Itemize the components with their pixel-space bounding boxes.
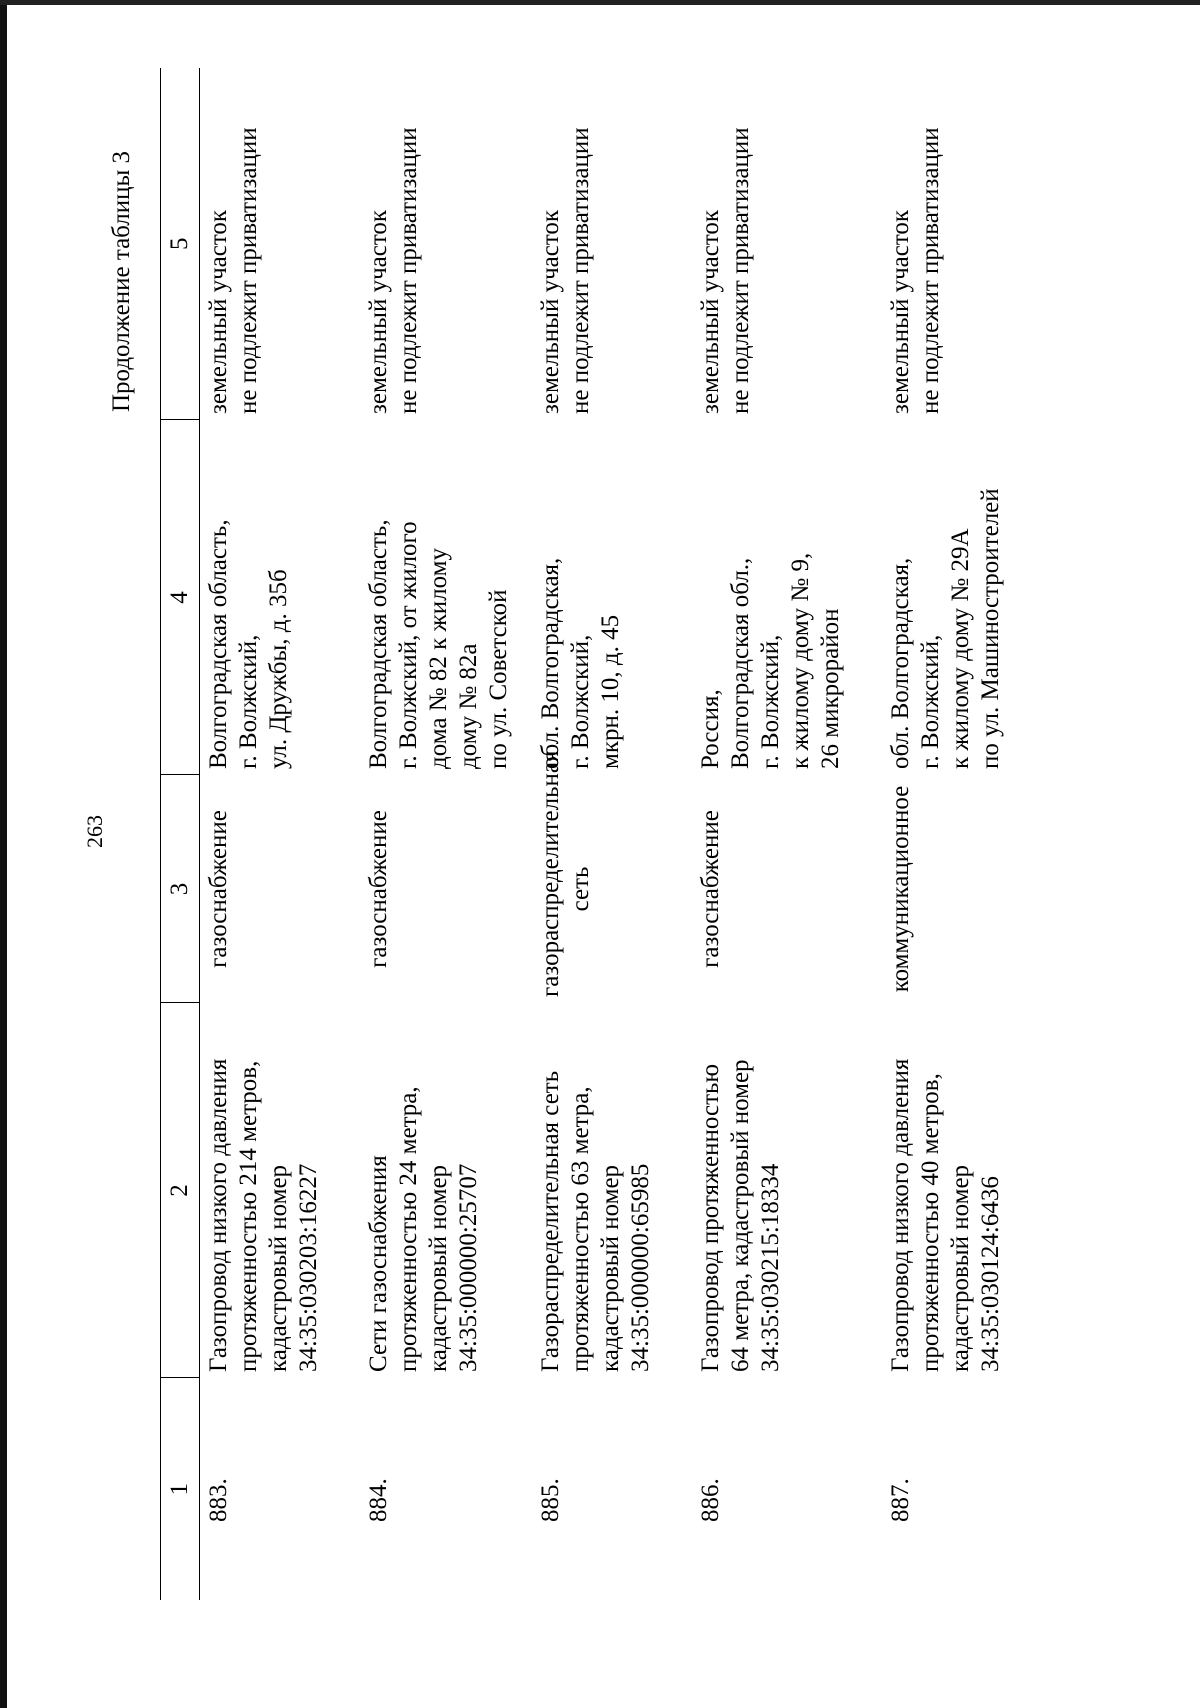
row-number: 883. [205, 1478, 232, 1522]
col-header-4: 4 [161, 420, 200, 775]
table-row [692, 68, 882, 1600]
row-number: 885. [537, 1478, 564, 1522]
object-purpose: газоснабжение [697, 810, 724, 968]
object-name: Газораспределительная сеть протяженностью 63 метра, кадастровый номер 34:35:000000:65985 [537, 1070, 654, 1372]
object-note: земельный участок не подлежит приватизации [697, 127, 754, 414]
object-purpose: газораспределительная сеть [537, 750, 594, 997]
table-row [882, 68, 1006, 1600]
object-name: Газопровод протяженностью 64 метра, кадастровый номер 34:35:030215:18334 [697, 1059, 784, 1372]
table-row [532, 68, 692, 1600]
row-number: 886. [697, 1478, 724, 1522]
row-number: 884. [365, 1478, 392, 1522]
property-table [160, 68, 1006, 1600]
table-caption: Продолжение таблицы 3 [108, 150, 135, 412]
col-header-2: 2 [161, 1003, 200, 1378]
object-note: земельный участок не подлежит приватизации [887, 127, 944, 414]
object-address: Россия, Волгоградская обл., г. Волжский, к жилому дому № 9, 26 микрорайон [697, 552, 844, 769]
object-purpose: газоснабжение [205, 810, 232, 968]
col-header-1: 1 [161, 1378, 200, 1600]
col-header-5: 5 [161, 68, 200, 420]
page-number: 263 [82, 815, 107, 848]
row-number: 887. [887, 1478, 914, 1522]
object-purpose: газоснабжение [365, 810, 392, 968]
object-address: Волгоградская область, г. Волжский, от жилого дома № 82 к жилому дому № 82а по ул. Советской [365, 519, 512, 769]
object-name: Сети газоснабжения протяженностью 24 метра, кадастровый номер 34:35:000000:25707 [365, 1086, 482, 1372]
col-header-3: 3 [161, 775, 200, 1003]
header-row [161, 68, 200, 1600]
object-note: земельный участок не подлежит приватизации [365, 127, 422, 414]
object-purpose: коммуникационное [887, 785, 914, 993]
object-address: обл. Волгоградская, г. Волжский, мкрн. 10, д. 45 [537, 557, 624, 769]
object-name: Газопровод низкого давления протяженностью 214 метров, кадастровый номер 34:35:030203:16227 [205, 1058, 322, 1372]
object-note: земельный участок не подлежит приватизации [537, 127, 594, 414]
object-address: Волгоградская область, г. Волжский, ул. Дружбы, д. 35б [205, 519, 292, 769]
object-note: земельный участок не подлежит приватизации [205, 127, 262, 414]
object-name: Газопровод низкого давления протяженностью 40 метров, кадастровый номер 34:35:030124:6436 [887, 1058, 1004, 1372]
table-row [360, 68, 532, 1600]
object-address: обл. Волгоградская, г. Волжский, к жилому дому № 29А по ул. Машиностроителей [887, 488, 1004, 769]
table-row [200, 68, 361, 1600]
